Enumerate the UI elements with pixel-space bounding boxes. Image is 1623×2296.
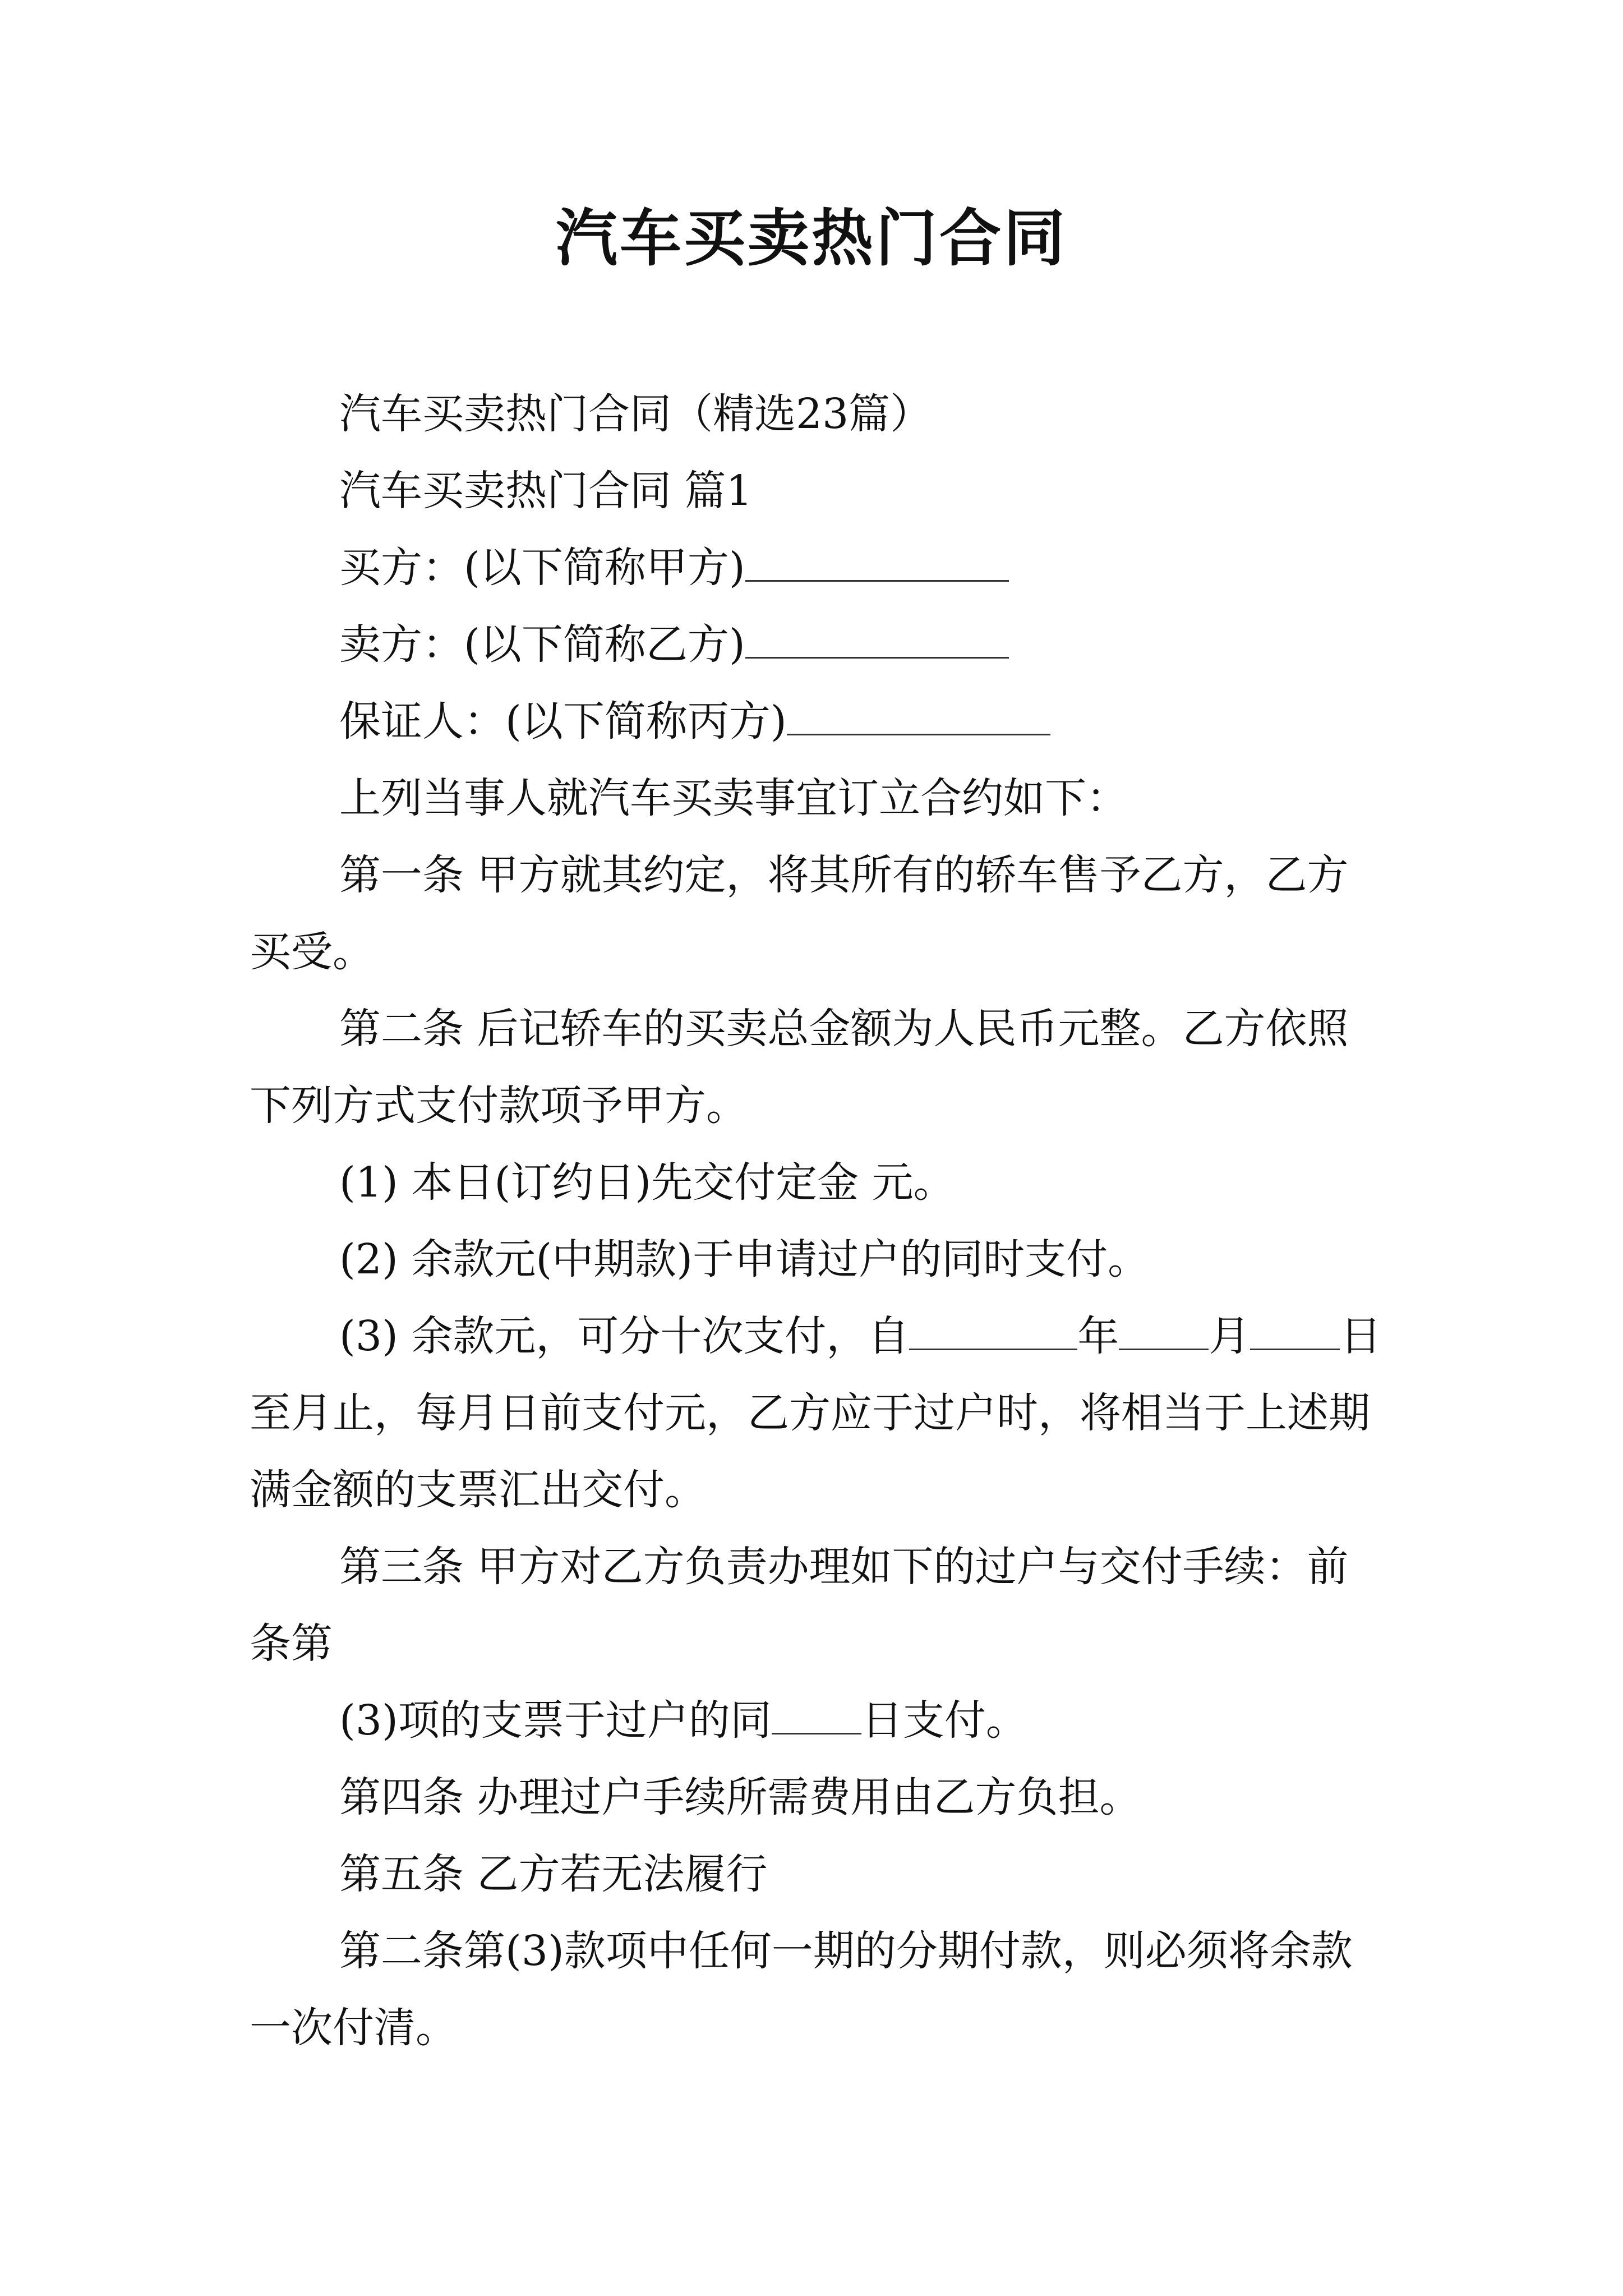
article-4: 第四条 办理过户手续所需费用由乙方负担。 [339, 1773, 1141, 1821]
article-3-item-text-a: (3)项的支票于过户的同 [339, 1696, 772, 1745]
item-3-year-label: 年 [1077, 1312, 1119, 1360]
article-2: 第二条 后记轿车的买卖总金额为人民币元整。乙方依照下列方式支付款项予甲方。 [250, 1005, 1349, 1130]
guarantor-line [250, 683, 1382, 760]
seller-blank [745, 623, 1009, 659]
article-3-item-text-b: 日支付。 [861, 1696, 1027, 1745]
document-title: 汽车买卖热门合同 [556, 202, 1067, 274]
day-blank [1250, 1315, 1340, 1350]
document-body [250, 376, 1382, 2067]
article-2-item-2: (2) 余款元(中期款)于申请过户的同时支付。 [339, 1235, 1150, 1283]
buyer-line [250, 530, 1382, 606]
article-2-item-3 [250, 1298, 1382, 1529]
article-5-continued: 第二条第(3)款项中任何一期的分期付款，则必须将余款一次付清。 [250, 1927, 1353, 2052]
seller-line [250, 606, 1382, 683]
article-1: 第一条 甲方就其约定，将其所有的轿车售予乙方，乙方买受。 [250, 851, 1349, 976]
item-3-month-label: 月 [1209, 1312, 1251, 1360]
year-blank [909, 1315, 1077, 1350]
intro-paragraph: 上列当事人就汽车买卖事宜订立合约如下： [339, 774, 1128, 822]
seller-label: 卖方：(以下简称乙方) [339, 620, 745, 669]
section-heading: 汽车买卖热门合同 篇1 [339, 467, 753, 515]
guarantor-blank [787, 700, 1050, 735]
item-3-text-d: 日至月止，每月日前支付元，乙方应于过户时，将相当于上述期满金额的支票汇出交付。 [250, 1312, 1382, 1514]
article-5: 第五条 乙方若无法履行 [339, 1850, 768, 1898]
day-count-blank [772, 1699, 861, 1734]
article-3: 第三条 甲方对乙方负责办理如下的过户与交付手续：前条第 [250, 1543, 1349, 1668]
month-blank [1119, 1315, 1209, 1350]
guarantor-label: 保证人：(以下简称丙方) [339, 697, 787, 746]
buyer-blank [745, 546, 1009, 582]
article-3-item [250, 1682, 1382, 1759]
subtitle-paragraph: 汽车买卖热门合同（精选23篇） [339, 390, 932, 438]
item-3-text-a: (3) 余款元，可分十次支付，自 [339, 1312, 910, 1360]
article-2-item-1: (1) 本日(订约日)先交付定金 元。 [339, 1158, 955, 1207]
buyer-label: 买方：(以下简称甲方) [339, 544, 745, 592]
